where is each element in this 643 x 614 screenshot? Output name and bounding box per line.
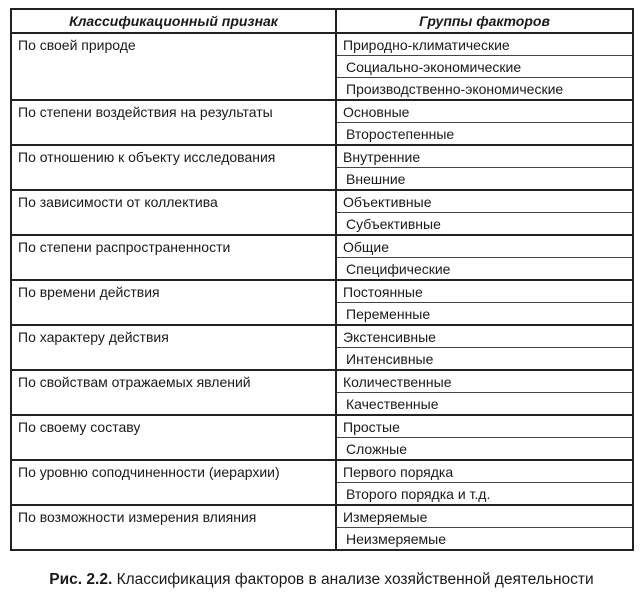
table-row (11, 280, 633, 303)
group-cell: Производственно-экономические (336, 78, 633, 101)
group-cell: Первого порядка (336, 460, 633, 483)
classification-table-container (10, 8, 632, 551)
header-factor-groups: Группы факторов (336, 9, 633, 33)
group-cell: Социально-экономические (336, 56, 633, 78)
factor-cell: По характеру действия (11, 325, 336, 370)
table-row (11, 460, 633, 483)
group-cell: Интенсивные (336, 348, 633, 371)
group-cell: Количественные (336, 370, 633, 393)
table-row (11, 33, 633, 56)
group-cell: Внутренние (336, 145, 633, 168)
group-cell: Внешние (336, 168, 633, 191)
classification-table (10, 8, 634, 551)
group-cell: Второстепенные (336, 123, 633, 146)
factor-cell: По степени распространенности (11, 235, 336, 280)
group-cell: Качественные (336, 393, 633, 416)
factor-cell: По возможности измерения влияния (11, 505, 336, 550)
group-cell: Неизмеряемые (336, 528, 633, 551)
table-row (11, 325, 633, 348)
factor-cell: По уровню соподчиненности (иерархии) (11, 460, 336, 505)
group-cell: Объективные (336, 190, 633, 213)
table-row (11, 235, 633, 258)
group-cell: Сложные (336, 438, 633, 461)
group-cell: Основные (336, 100, 633, 123)
factor-cell: По степени воздействия на результаты (11, 100, 336, 145)
factor-cell: По отношению к объекту исследования (11, 145, 336, 190)
factor-cell: По времени действия (11, 280, 336, 325)
figure-caption-text: Классификация факторов в анализе хозяйственной деятельности (116, 571, 594, 588)
factor-cell: По своему составу (11, 415, 336, 460)
group-cell: Природно-климатические (336, 33, 633, 56)
table-row (11, 100, 633, 123)
figure-caption (0, 570, 643, 589)
group-cell: Общие (336, 235, 633, 258)
factor-cell: По свойствам отражаемых явлений (11, 370, 336, 415)
factor-cell: По зависимости от коллектива (11, 190, 336, 235)
factor-cell: По своей природе (11, 33, 336, 100)
table-row (11, 370, 633, 393)
group-cell: Экстенсивные (336, 325, 633, 348)
table-row (11, 505, 633, 528)
group-cell: Второго порядка и т.д. (336, 483, 633, 506)
group-cell: Измеряемые (336, 505, 633, 528)
table-row (11, 190, 633, 213)
group-cell: Переменные (336, 303, 633, 326)
group-cell: Специфические (336, 258, 633, 281)
figure-label: Рис. 2.2. (49, 571, 113, 588)
table-row (11, 145, 633, 168)
table-header-row (11, 9, 633, 33)
table-row (11, 415, 633, 438)
group-cell: Простые (336, 415, 633, 438)
group-cell: Субъективные (336, 213, 633, 236)
group-cell: Постоянные (336, 280, 633, 303)
header-classification-attribute: Классификационный признак (11, 9, 336, 33)
